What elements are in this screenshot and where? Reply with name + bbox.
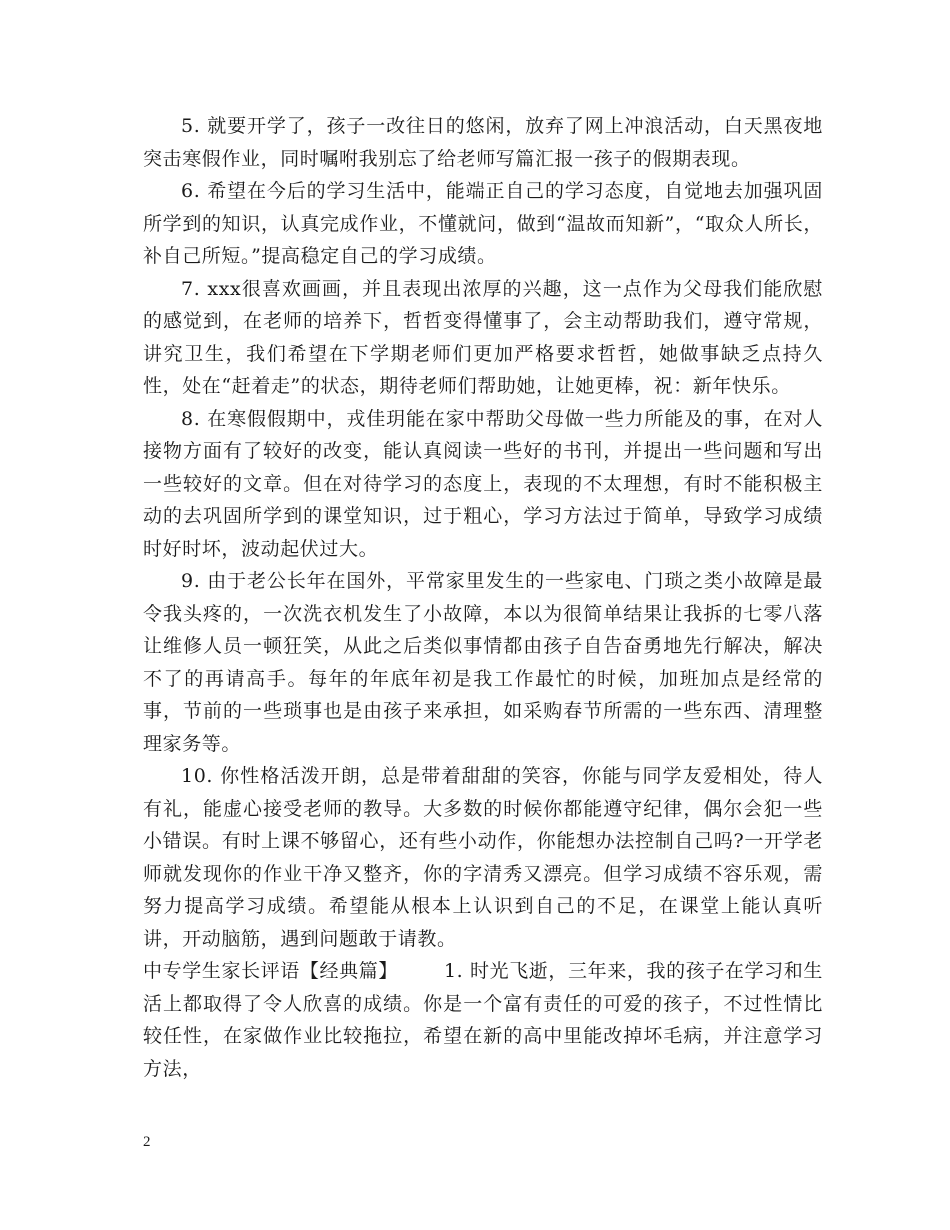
page-number: 2 — [143, 1134, 151, 1150]
paragraph-6: 6. 希望在今后的学习生活中，能端正自己的学习态度，自觉地去加强巩固所学到的知识，认真完成作业，不懂就问，做到“温故而知新”，“取众人所长，补自己所短。”提高稳定自己的学习成绩。 — [143, 180, 823, 267]
section-heading: 中专学生家长评语【经典篇】 — [143, 960, 398, 982]
paragraph-7: 7. xxx很喜欢画画，并且表现出浓厚的兴趣，这一点作为父母我们能欣慰的感觉到，在老师的培养下，哲哲变得懂事了，会主动帮助我们，遵守常规，讲究卫生，我们希望在下学期老师们更加严格要求哲哲，她做事缺乏点持久性，处在“赶着走”的状态，期待老师们帮助她，让她更棒，祝：新年快乐。 — [143, 277, 823, 397]
section-first-paragraph: 1. 时光飞逝，三年来，我的孩子在学习和生活上都取得了令人欣喜的成绩。你是一个富有责任的可爱的孩子，不过性情比较任性，在家做作业比较拖拉，希望在新的高中里能改掉坏毛病，并注意学习方法， — [143, 960, 823, 1080]
paragraph-5: 5. 就要开学了，孩子一改往日的悠闲，放弃了网上冲浪活动，白天黑夜地突击寒假作业，同时嘱咐我别忘了给老师写篇汇报一孩子的假期表现。 — [143, 115, 823, 170]
paragraph-8: 8. 在寒假假期中，戎佳玥能在家中帮助父母做一些力所能及的事，在对人接物方面有了较好的改变，能认真阅读一些好的书刊，并提出一些问题和写出一些较好的文章。但在对待学习的态度上，表现的不太理想，有时不能积极主动的去巩固所学到的课堂知识，过于粗心，学习方法过于简单，导致学习成绩时好时坏，波动起伏过大。 — [143, 407, 823, 560]
section-paragraph — [143, 955, 823, 1085]
document-page — [143, 110, 823, 1085]
paragraph-10: 10. 你性格活泼开朗，总是带着甜甜的笑容，你能与同学友爱相处，待人有礼，能虚心接受老师的教导。大多数的时候你都能遵守纪律，偶尔会犯一些小错误。有时上课不够留心，还有些小动作，你能想办法控制自己吗?一开学老师就发现你的作业干净又整齐，你的字清秀又漂亮。但学习成绩不容乐观，需努力提高学习成绩。希望能从根本上认识到自己的不足，在课堂上能认真听讲，开动脑筋，遇到问题敢于请教。 — [143, 765, 823, 950]
paragraph-9: 9. 由于老公长年在国外，平常家里发生的一些家电、门琐之类小故障是最令我头疼的，一次洗衣机发生了小故障，本以为很简单结果让我拆的七零八落让维修人员一顿狂笑，从此之后类似事情都由孩子自告奋勇地先行解决，解决不了的再请高手。每年的年底年初是我工作最忙的时候，加班加点是经常的事，节前的一些琐事也是由孩子来承担，如采购春节所需的一些东西、清理整理家务等。 — [143, 570, 823, 755]
